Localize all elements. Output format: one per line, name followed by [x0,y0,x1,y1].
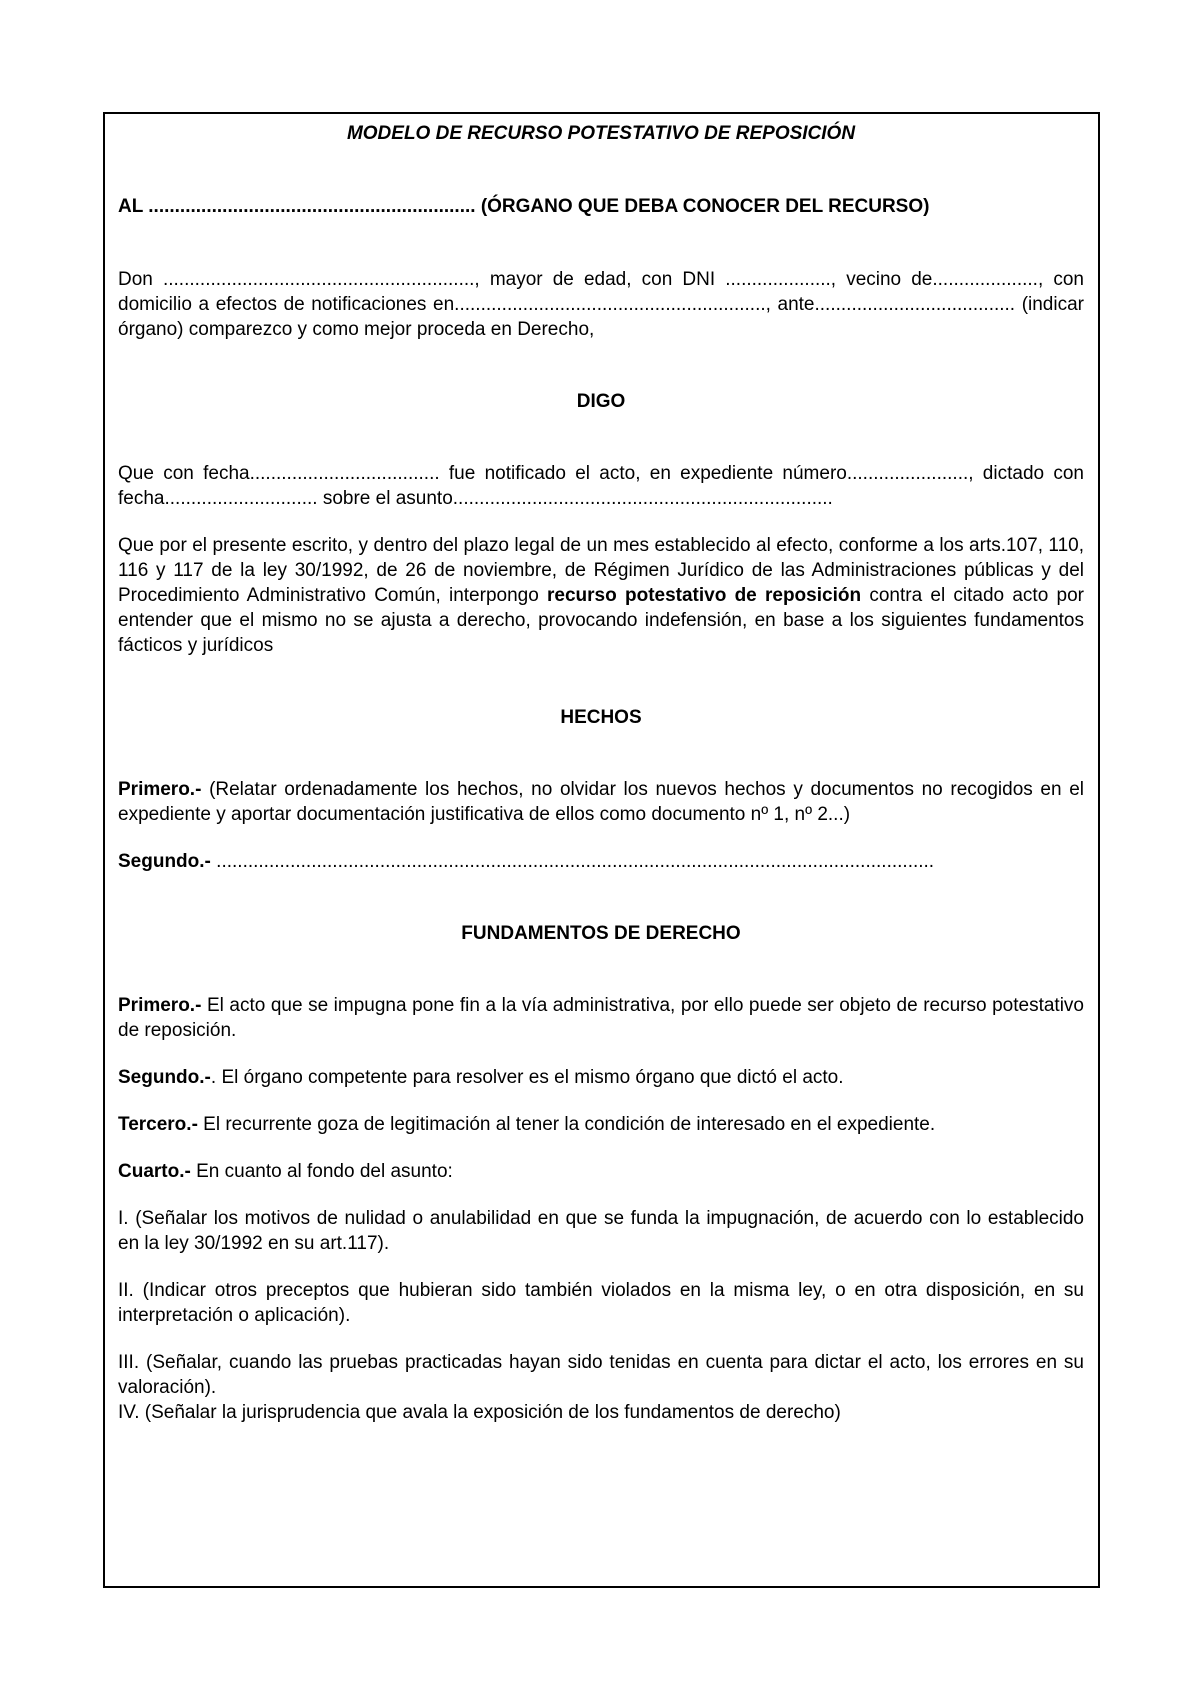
hechos-segundo-label: Segundo.- [118,851,211,872]
hechos-segundo [118,849,1084,874]
recipient-line: AL .............................................................. (ÓRGANO QUE DEBA CONOCER DEL RECURSO) [118,196,930,217]
fundamentos-item-iii: III. (Señalar, cuando las pruebas practicadas hayan sido tenidas en cuenta para dictar el acto, los errores en su valoración). [118,1352,1084,1398]
digo-paragraph-2 [118,533,1084,658]
fundamentos-item-ii: II. (Indicar otros preceptos que hubieran sido también violados en la misma ley, o en otra disposición, en su interpretación o aplicación). [118,1280,1084,1326]
hechos-primero-text: (Relatar ordenadamente los hechos, no olvidar los nuevos hechos y documentos no recogidos en el expediente y aportar documentación justificativa de ellos como documento nº 1, nº 2...) [118,779,1084,825]
hechos-primero [118,777,1084,827]
digo-paragraph-2-text-a: Que por el presente escrito, y dentro del plazo legal de un mes establecido al efecto, conforme a los arts.107, 110, 116 y 117 de la ley 30/1992, de 26 de noviembre, de Régimen Jurídico de las Administraciones públicas y del Procedimiento Administrativo Común, interpongo [118,535,1084,606]
fundamentos-tercero-label: Tercero.- [118,1114,198,1135]
fundamentos-segundo [118,1065,1084,1090]
fundamentos-cuarto-text: En cuanto al fondo del asunto: [190,1161,453,1182]
digo-paragraph-2-emphasis: recurso potestativo de reposición [547,585,862,606]
fundamentos-segundo-label: Segundo.- [118,1067,211,1088]
fundamentos-cuarto [118,1159,1084,1184]
hechos-segundo-text: ........................................................................................................................................ [210,851,935,872]
fundamentos-primero-text: El acto que se impugna pone fin a la vía administrativa, por ello puede ser objeto de recurso potestativo de reposición. [118,995,1084,1041]
fundamentos-segundo-text: . El órgano competente para resolver es el mismo órgano que dictó el acto. [210,1067,844,1088]
digo-paragraph-1: Que con fecha.................................... fue notificado el acto, en expediente número......................., dictado con fecha............................. sobre el asunto........................................................................ [118,463,1084,509]
fundamentos-item-i: I. (Señalar los motivos de nulidad o anulabilidad en que se funda la impugnación, de acuerdo con lo establecido en la ley 30/1992 en su art.117). [118,1208,1084,1254]
heading-digo: DIGO [576,391,626,412]
fundamentos-tercero [118,1112,1084,1137]
fundamentos-item-iv: IV. (Señalar la jurisprudencia que avala la exposición de los fundamentos de derecho) [118,1402,841,1423]
fundamentos-cuarto-label: Cuarto.- [118,1161,191,1182]
heading-fundamentos: FUNDAMENTOS DE DERECHO [461,923,741,944]
hechos-primero-label: Primero.- [118,779,202,800]
intro-paragraph: Don ..........................................................., mayor de edad, con DNI ...................., vecino de...................., con domicilio a efectos de notificaciones en..........................................................., ante...................................... (indicar órgano) comparezco y como mejor proceda en Derecho, [118,269,1084,340]
heading-hechos: HECHOS [560,707,642,728]
document-frame [103,112,1100,1588]
fundamentos-primero-label: Primero.- [118,995,202,1016]
fundamentos-tercero-text: El recurrente goza de legitimación al tener la condición de interesado en el expediente. [197,1114,936,1135]
fundamentos-primero [118,993,1084,1043]
document-title: MODELO DE RECURSO POTESTATIVO DE REPOSICIÓN [346,123,856,144]
digo-paragraph-2-text-b: contra el citado acto por entender que el mismo no se ajusta a derecho, provocando indefensión, en base a los siguientes fundamentos fácticos y jurídicos [118,585,1084,656]
